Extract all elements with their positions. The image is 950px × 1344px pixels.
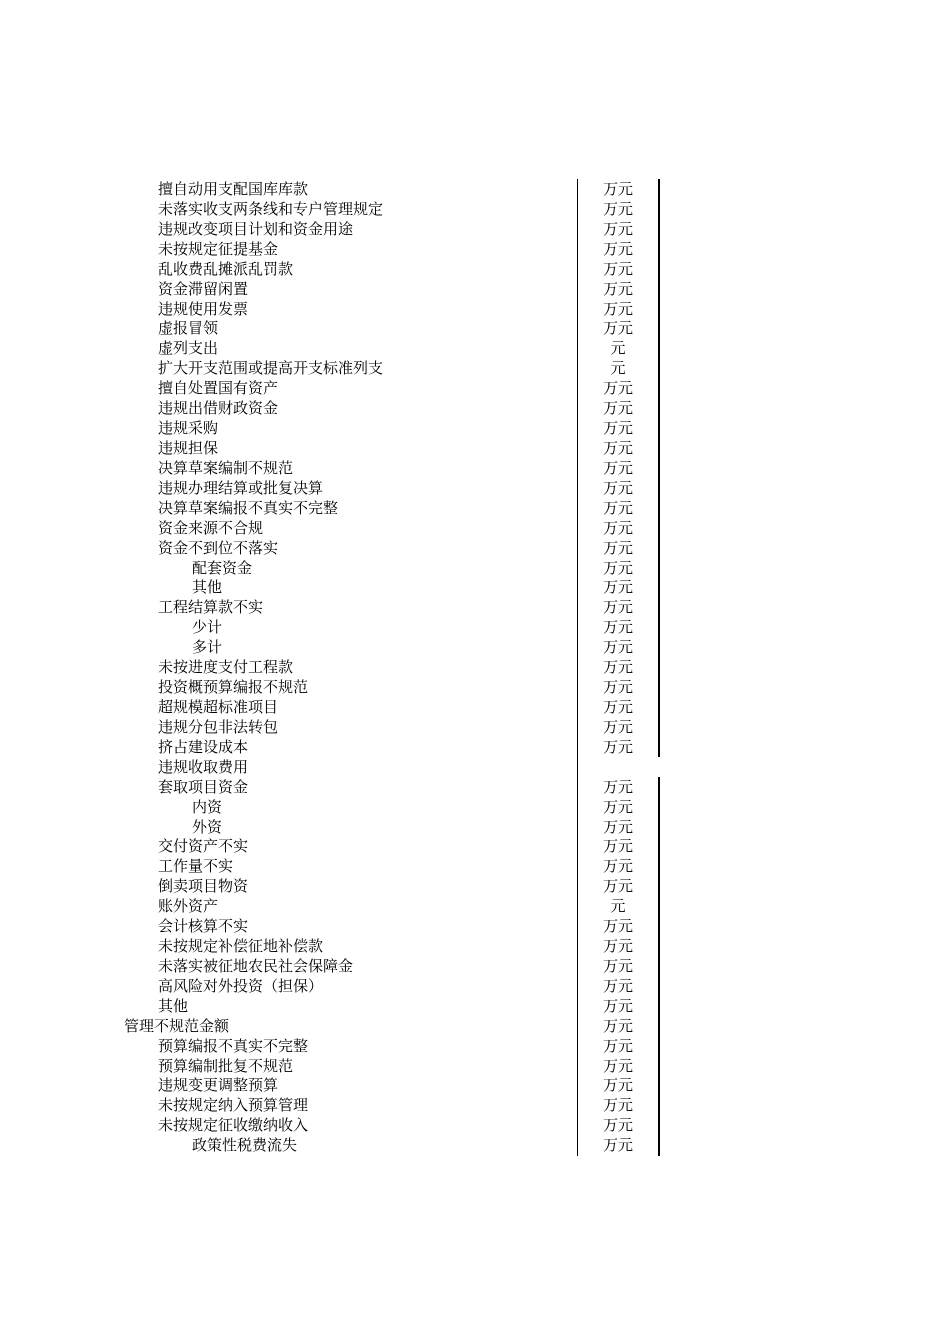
row-unit: 万元 (602, 777, 633, 796)
row-unit: 万元 (602, 379, 633, 398)
table-row (0, 539, 950, 559)
table-row (0, 1076, 950, 1096)
table-row (0, 658, 950, 678)
row-unit: 万元 (602, 438, 633, 457)
row-label: 外资 (192, 817, 223, 836)
row-unit: 万元 (602, 717, 633, 736)
table-row (0, 678, 950, 698)
row-unit: 万元 (602, 737, 633, 756)
row-label: 未按进度支付工程款 (158, 658, 294, 677)
row-label: 乱收费乱摊派乱罚款 (158, 259, 294, 278)
row-label: 资金不到位不落实 (158, 538, 279, 557)
table-row (0, 240, 950, 260)
row-unit: 万元 (602, 419, 633, 438)
row-label: 预算编制批复不规范 (158, 1056, 294, 1075)
row-label: 虚报冒领 (158, 319, 219, 338)
row-label: 高风险对外投资（担保） (158, 976, 324, 995)
row-unit: 万元 (602, 956, 633, 975)
row-unit: 万元 (602, 837, 633, 856)
row-label: 交付资产不实 (158, 837, 249, 856)
row-unit: 万元 (602, 180, 633, 198)
table-row (0, 1116, 950, 1136)
row-unit: 万元 (602, 917, 633, 936)
row-label: 违规分包非法转包 (158, 717, 279, 736)
row-label: 配套资金 (192, 558, 253, 577)
table-row (0, 280, 950, 300)
row-unit: 万元 (602, 797, 633, 816)
row-label: 预算编报不真实不完整 (158, 1036, 309, 1055)
row-label: 违规出借财政资金 (158, 399, 279, 418)
table-row (0, 1057, 950, 1077)
row-unit: 万元 (602, 478, 633, 497)
row-unit: 万元 (602, 1116, 633, 1135)
table-row (0, 1096, 950, 1116)
table-row (0, 200, 950, 220)
table-row (0, 439, 950, 459)
row-unit: 万元 (602, 399, 633, 418)
row-label: 违规变更调整预算 (158, 1076, 279, 1095)
table-row (0, 419, 950, 439)
table-row (0, 977, 950, 997)
row-label: 违规担保 (158, 438, 219, 457)
row-label: 超规模超标准项目 (158, 697, 279, 716)
table-row (0, 618, 950, 638)
row-unit: 万元 (602, 678, 633, 697)
row-label: 违规改变项目计划和资金用途 (158, 219, 354, 238)
row-label: 未按规定征提基金 (158, 239, 279, 258)
table-row (0, 479, 950, 499)
row-unit: 万元 (602, 817, 633, 836)
row-unit: 万元 (602, 538, 633, 557)
row-label: 虚列支出 (158, 339, 219, 358)
row-unit: 万元 (602, 877, 633, 896)
row-unit: 万元 (602, 199, 633, 218)
table-row (0, 180, 950, 200)
row-label: 挤占建设成本 (158, 737, 249, 756)
row-unit: 万元 (602, 319, 633, 338)
table-row (0, 837, 950, 857)
table-row (0, 399, 950, 419)
row-label: 账外资产 (158, 897, 219, 916)
row-unit: 万元 (602, 1136, 633, 1155)
row-label: 擅自处置国有资产 (158, 379, 279, 398)
row-label: 资金滞留闲置 (158, 279, 249, 298)
table-row (0, 339, 950, 359)
row-label: 内资 (192, 797, 223, 816)
table-row (0, 379, 950, 399)
row-unit: 万元 (602, 259, 633, 278)
row-label: 工作量不实 (158, 857, 234, 876)
row-unit: 万元 (602, 1056, 633, 1075)
row-unit: 万元 (602, 578, 633, 597)
table-row (0, 718, 950, 738)
row-unit: 万元 (602, 598, 633, 617)
row-unit: 万元 (602, 219, 633, 238)
row-unit: 万元 (602, 498, 633, 517)
table-row (0, 499, 950, 519)
row-label: 擅自动用支配国库库款 (158, 180, 309, 198)
row-unit: 万元 (602, 1096, 633, 1115)
table-row (0, 638, 950, 658)
table-row (0, 260, 950, 280)
row-unit: 万元 (602, 1036, 633, 1055)
row-label: 管理不规范金额 (124, 1016, 230, 1035)
row-label: 决算草案编制不规范 (158, 458, 294, 477)
row-label: 套取项目资金 (158, 777, 249, 796)
table-row (0, 818, 950, 838)
table-row (0, 897, 950, 917)
table-row (0, 798, 950, 818)
table-row (0, 877, 950, 897)
row-unit: 元 (610, 339, 626, 358)
table-row (0, 1136, 950, 1156)
row-label: 工程结算款不实 (158, 598, 264, 617)
row-unit: 万元 (602, 658, 633, 677)
row-unit: 万元 (602, 458, 633, 477)
table-row (0, 300, 950, 320)
table-row (0, 937, 950, 957)
table-row (0, 359, 950, 379)
row-label: 投资概预算编报不规范 (158, 678, 309, 697)
row-unit: 万元 (602, 638, 633, 657)
row-unit: 万元 (602, 299, 633, 318)
table-row (0, 957, 950, 977)
row-unit: 万元 (602, 937, 633, 956)
audit-item-table (0, 180, 950, 1156)
row-label: 扩大开支范围或提高开支标准列支 (158, 359, 384, 378)
row-label: 违规采购 (158, 419, 219, 438)
row-label: 未按规定纳入预算管理 (158, 1096, 309, 1115)
row-label: 其他 (192, 578, 223, 597)
row-label: 未落实被征地农民社会保障金 (158, 956, 354, 975)
row-label: 违规使用发票 (158, 299, 249, 318)
row-label: 会计核算不实 (158, 917, 249, 936)
row-unit: 元 (610, 359, 626, 378)
row-unit: 万元 (602, 996, 633, 1015)
table-row (0, 738, 950, 758)
table-row (0, 559, 950, 579)
row-unit: 万元 (602, 1076, 633, 1095)
row-unit: 元 (610, 897, 626, 916)
row-label: 违规办理结算或批复决算 (158, 478, 324, 497)
row-label: 未按规定征收缴纳收入 (158, 1116, 309, 1135)
row-label: 违规收取费用 (158, 757, 249, 776)
column-divider-right-upper (658, 179, 660, 757)
table-row (0, 1017, 950, 1037)
table-row (0, 578, 950, 598)
row-unit: 万元 (602, 239, 633, 258)
table-row (0, 459, 950, 479)
row-label: 多计 (192, 638, 223, 657)
table-row (0, 778, 950, 798)
row-unit: 万元 (602, 976, 633, 995)
row-label: 政策性税费流失 (192, 1136, 298, 1155)
table-row (0, 857, 950, 877)
row-label: 资金来源不合规 (158, 518, 264, 537)
row-label: 决算草案编报不真实不完整 (158, 498, 339, 517)
row-unit: 万元 (602, 1016, 633, 1035)
row-label: 倒卖项目物资 (158, 877, 249, 896)
table-row (0, 598, 950, 618)
row-unit: 万元 (602, 279, 633, 298)
table-row (0, 997, 950, 1017)
table-row (0, 758, 950, 778)
row-unit: 万元 (602, 857, 633, 876)
table-row (0, 917, 950, 937)
row-label: 其他 (158, 996, 189, 1015)
column-divider-left (577, 179, 578, 1156)
table-row (0, 220, 950, 240)
table-row (0, 698, 950, 718)
table-row (0, 519, 950, 539)
row-unit: 万元 (602, 558, 633, 577)
row-unit: 万元 (602, 518, 633, 537)
table-row (0, 319, 950, 339)
column-divider-right-lower (658, 777, 660, 1156)
row-unit: 万元 (602, 618, 633, 637)
row-unit: 万元 (602, 697, 633, 716)
row-label: 未按规定补偿征地补偿款 (158, 937, 324, 956)
row-label: 未落实收支两条线和专户管理规定 (158, 199, 384, 218)
table-row (0, 1037, 950, 1057)
row-label: 少计 (192, 618, 223, 637)
